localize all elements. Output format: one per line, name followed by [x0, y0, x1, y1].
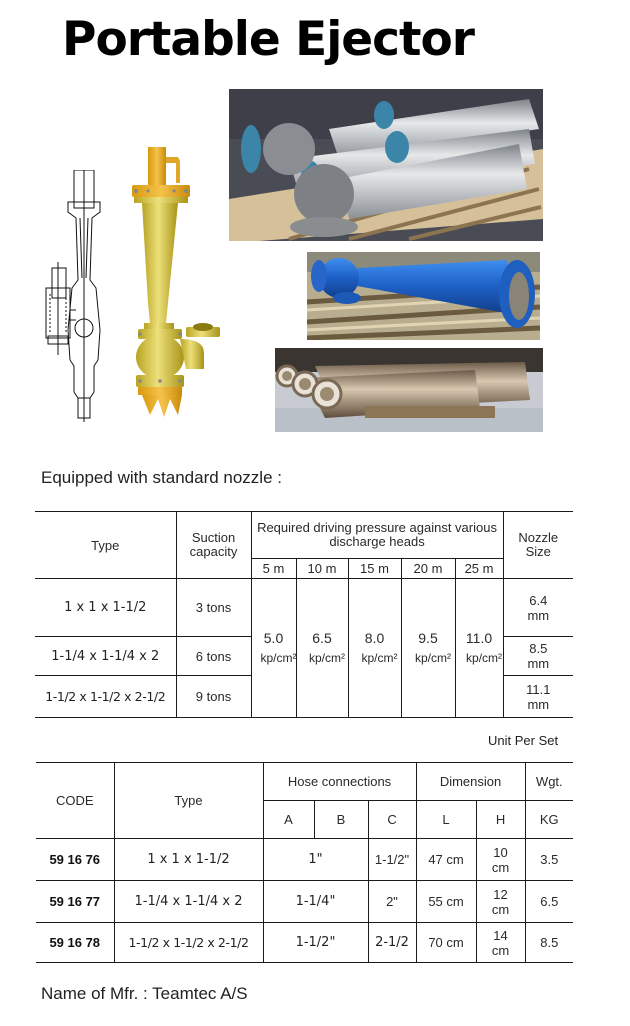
pressure-10m-cell: 6.5 kp/cm² [296, 579, 348, 718]
hose-ab-cell: 1-1/4" [263, 881, 368, 923]
type-cell: 1 x 1 x 1-1/2 [114, 839, 263, 881]
type-cell: 1-1/2 x 1-1/2 x 2-1/2 [114, 923, 263, 963]
manufacturer-name: Name of Mfr. : Teamtec A/S [41, 984, 248, 1003]
length-cell: 55 cm [416, 881, 476, 923]
yellow-ejector-image [128, 143, 222, 421]
type-cell: 1-1/2 x 1-1/2 x 2-1/2 [35, 676, 176, 718]
header-a: A [263, 801, 314, 839]
table-row [35, 579, 573, 637]
height-cell: 14 cm [476, 923, 525, 963]
hose-ab-cell: 1" [263, 839, 368, 881]
header-hose-connections: Hose connections [263, 763, 416, 801]
length-cell: 47 cm [416, 839, 476, 881]
code-cell: 59 16 78 [36, 923, 114, 963]
suction-cell: 9 tons [176, 676, 251, 718]
pressure-25m-cell: 11.0 kp/cm² [455, 579, 503, 718]
header-code: CODE [36, 763, 114, 839]
header-type: Type [35, 512, 176, 579]
galvanized-ejectors-photo [229, 89, 543, 241]
type-cell: 1-1/4 x 1-1/4 x 2 [114, 881, 263, 923]
table-row [36, 881, 573, 923]
blue-ejector-icon [307, 252, 540, 340]
pressure-20m-cell: 9.5 kp/cm² [401, 579, 455, 718]
nozzle-size-cell: 6.4 mm [503, 579, 573, 637]
weight-cell: 3.5 [525, 839, 573, 881]
ejector-drawing-icon [40, 170, 105, 422]
header-head-5m: 5 m [251, 559, 296, 579]
hose-c-cell: 2-1/2 [368, 923, 416, 963]
bronze-ejectors-icon [275, 348, 543, 432]
nozzle-size-cell: 8.5 mm [503, 637, 573, 676]
nozzle-pressure-table [35, 511, 573, 718]
unit-per-set-note: Unit Per Set [488, 733, 559, 748]
header-head-10m: 10 m [296, 559, 348, 579]
suction-cell: 3 tons [176, 579, 251, 637]
header-head-15m: 15 m [348, 559, 401, 579]
yellow-ejector-icon [128, 143, 222, 421]
hose-ab-cell: 1-1/2" [263, 923, 368, 963]
header-suction-capacity: Suction capacity [176, 512, 251, 579]
table-row [36, 923, 573, 963]
code-cell: 59 16 77 [36, 881, 114, 923]
header-c: C [368, 801, 416, 839]
bronze-ejectors-photo [275, 348, 543, 432]
table-row [36, 839, 573, 881]
type-cell: 1 x 1 x 1-1/2 [35, 579, 176, 637]
nozzle-size-cell: 11.1 mm [503, 676, 573, 718]
suction-cell: 6 tons [176, 637, 251, 676]
header-dimension: Dimension [416, 763, 525, 801]
spec-table [36, 762, 573, 963]
code-cell: 59 16 76 [36, 839, 114, 881]
header-weight: Wgt. [525, 763, 573, 801]
weight-cell: 6.5 [525, 881, 573, 923]
header-head-20m: 20 m [401, 559, 455, 579]
pressure-15m-cell: 8.0 kp/cm² [348, 579, 401, 718]
header-type: Type [114, 763, 263, 839]
pressure-5m-cell: 5.0 kp/cm² [251, 579, 296, 718]
header-h: H [476, 801, 525, 839]
header-nozzle-size: Nozzle Size [503, 512, 573, 579]
type-cell: 1-1/4 x 1-1/4 x 2 [35, 637, 176, 676]
height-cell: 12 cm [476, 881, 525, 923]
galvanized-ejectors-icon [229, 89, 543, 241]
nozzle-caption: Equipped with standard nozzle : [41, 468, 282, 487]
cross-section-drawing-image [40, 170, 105, 422]
hose-c-cell: 1-1/2" [368, 839, 416, 881]
weight-cell: 8.5 [525, 923, 573, 963]
header-kg: KG [525, 801, 573, 839]
hose-c-cell: 2" [368, 881, 416, 923]
blue-ejector-photo [307, 252, 540, 340]
length-cell: 70 cm [416, 923, 476, 963]
height-cell: 10 cm [476, 839, 525, 881]
header-required-pressure: Required driving pressure against various discharge heads [251, 512, 503, 559]
header-b: B [314, 801, 368, 839]
header-l: L [416, 801, 476, 839]
page-title: Portable Ejector [62, 12, 474, 67]
header-head-25m: 25 m [455, 559, 503, 579]
